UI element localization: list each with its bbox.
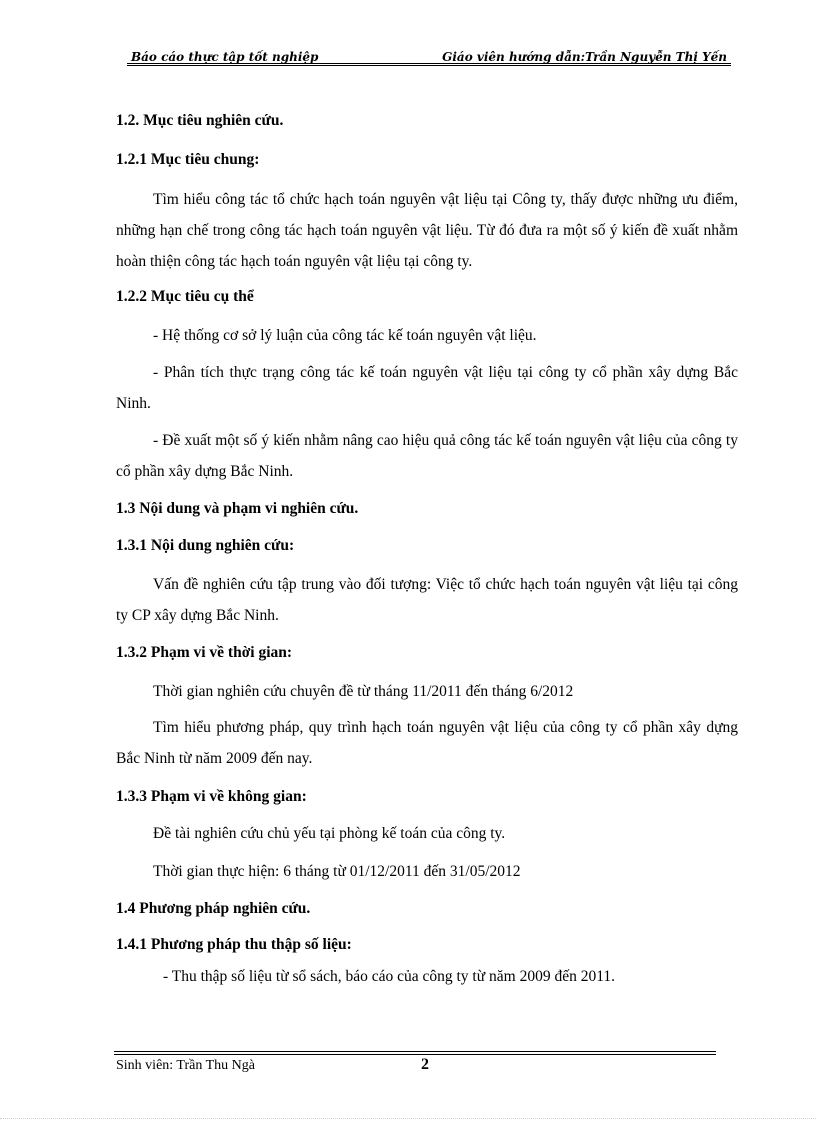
bullet-analysis: - Phân tích thực trạng công tác kế toán nguyên vật liệu tại công ty cổ phần xây dựng Bắc Ninh. xyxy=(116,364,738,412)
paragraph-time-scope: Thời gian nghiên cứu chuyên đề từ tháng 11/2011 đến tháng 6/2012 xyxy=(153,683,574,700)
heading-1-4: 1.4 Phương pháp nghiên cứu. xyxy=(116,900,311,917)
header-rule xyxy=(127,63,731,64)
bullet-data-collection: - Thu thập số liệu từ sổ sách, báo cáo của công ty từ năm 2009 đến 2011. xyxy=(163,968,615,985)
footer-rule xyxy=(114,1051,716,1052)
heading-1-3-1: 1.3.1 Nội dung nghiên cứu: xyxy=(116,537,295,554)
footer-rule-double xyxy=(114,1054,716,1055)
header-report-title: Báo cáo thực tập tốt nghiệp xyxy=(131,50,319,64)
header-rule-double xyxy=(127,65,731,66)
paragraph-duration: Thời gian thực hiện: 6 tháng từ 01/12/2011 đến 31/05/2012 xyxy=(153,863,521,880)
heading-1-3-2: 1.3.2 Phạm vi về thời gian: xyxy=(116,644,293,661)
paragraph-general-objective: Tìm hiểu công tác tổ chức hạch toán nguyên vật liệu tại Công ty, thấy được những ưu điểm, những hạn chế trong công tác hạch toán nguyên vật liệu. Từ đó đưa ra một số ý kiến đề xuất nhằm hoàn thiện công tác hạch toán nguyên vật liệu tại công ty. xyxy=(116,191,738,270)
heading-1-2-1: 1.2.1 Mục tiêu chung: xyxy=(116,151,260,168)
heading-1-2-2: 1.2.2 Mục tiêu cụ thể xyxy=(116,288,254,305)
heading-1-3-3: 1.3.3 Phạm vi về không gian: xyxy=(116,788,307,805)
paragraph-research-content: Vấn đề nghiên cứu tập trung vào đối tượng: Việc tổ chức hạch toán nguyên vật liệu tại công ty CP xây dựng Bắc Ninh. xyxy=(116,576,738,624)
bullet-theory: - Hệ thống cơ sở lý luận của công tác kế toán nguyên vật liệu. xyxy=(153,327,537,344)
bullet-proposal: - Đề xuất một số ý kiến nhằm nâng cao hiệu quả công tác kế toán nguyên vật liệu của công ty cổ phần xây dựng Bắc Ninh. xyxy=(116,432,738,480)
page-number: 2 xyxy=(421,1056,429,1073)
page-edge-divider xyxy=(0,1118,816,1119)
heading-1-4-1: 1.4.1 Phương pháp thu thập số liệu: xyxy=(116,936,352,953)
paragraph-space-scope: Đề tài nghiên cứu chủ yếu tại phòng kế toán của công ty. xyxy=(153,825,506,842)
page-header xyxy=(127,48,731,68)
footer-student-name: Sinh viên: Trần Thu Ngà xyxy=(116,1058,255,1073)
heading-1-2: 1.2. Mục tiêu nghiên cứu. xyxy=(116,112,284,129)
paragraph-method-scope: Tìm hiểu phương pháp, quy trình hạch toán nguyên vật liệu của công ty cổ phần xây dựng Bắc Ninh từ năm 2009 đến nay. xyxy=(116,719,738,767)
heading-1-3: 1.3 Nội dung và phạm vi nghiên cứu. xyxy=(116,500,359,517)
header-advisor: Giáo viên hướng dẫn:Trần Nguyễn Thị Yến xyxy=(442,50,727,64)
